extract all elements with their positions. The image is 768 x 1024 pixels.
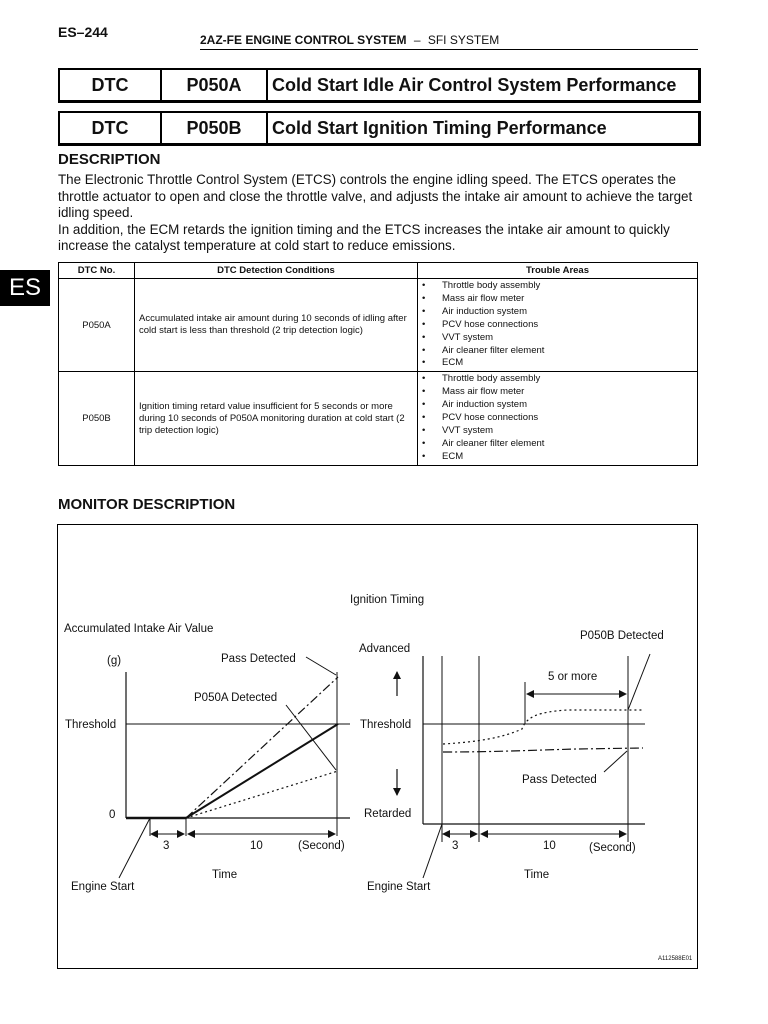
pass-leader	[604, 751, 627, 772]
p050b-leader	[628, 654, 650, 710]
p050b-timing-curve	[443, 710, 643, 744]
column-header: Trouble Areas	[418, 263, 698, 279]
pass-detected-label: Pass Detected	[221, 653, 296, 665]
trouble-areas-list	[422, 373, 693, 463]
right-pass-detected-label: Pass Detected	[522, 774, 597, 786]
list-item: • PCV hose connections	[422, 319, 693, 332]
figure-id: A112588E01	[658, 956, 693, 962]
column-header: DTC Detection Conditions	[135, 263, 418, 279]
right-chart-title: Ignition Timing	[350, 594, 425, 606]
dtc-label: DTC	[60, 70, 162, 100]
dtc-title: Cold Start Idle Air Control System Performance	[272, 74, 677, 95]
running-header	[200, 33, 499, 47]
trouble-areas-list	[422, 280, 693, 370]
dimension-10-label: 10	[250, 840, 263, 852]
header-system: 2AZ-FE ENGINE CONTROL SYSTEM	[200, 33, 407, 47]
dimension-3-label: 3	[163, 840, 170, 852]
dimension-unit-label: (Second)	[298, 840, 345, 852]
header-subsystem: SFI SYSTEM	[427, 33, 500, 47]
engine-start-leader	[423, 824, 442, 878]
list-item: • Throttle body assembly	[422, 373, 693, 386]
header-separator: –	[413, 33, 421, 47]
p050a-detected-label: P050A Detected	[194, 692, 278, 704]
dtc-code: P050A	[162, 70, 268, 100]
engine-start-label: Engine Start	[71, 881, 135, 893]
detection-condition-cell: Ignition timing retard value insufficient for 5 seconds or more during 10 seconds of P050A monitoring duration at cold start (2 trip detection logic)	[135, 372, 418, 465]
table-row	[59, 279, 698, 372]
dimension-10-label: 10	[543, 840, 556, 852]
list-item: • PCV hose connections	[422, 412, 693, 425]
dtc-code-cell: P050A	[59, 279, 135, 372]
list-item: • VVT system	[422, 425, 693, 438]
description-paragraph: The Electronic Throttle Control System (ETCS) controls the engine idling speed. The ETCS operates the throttle actuator to open and close the throttle valve, and adjusts the intake air amount to achieve the target idling speed.	[58, 172, 693, 221]
detection-condition-cell: Accumulated intake air amount during 10 seconds of idling after cold start is less than threshold (2 trip detection logic)	[135, 279, 418, 372]
dtc-title-row-p050b	[58, 111, 701, 146]
advanced-label: Advanced	[359, 643, 411, 655]
p050a-leader	[286, 705, 336, 770]
left-zero-label: 0	[109, 809, 116, 821]
list-item: • Air cleaner filter element	[422, 345, 693, 358]
right-chart	[350, 594, 664, 893]
left-threshold-label: Threshold	[65, 719, 117, 731]
list-item: • Air induction system	[422, 399, 693, 412]
list-item: • ECM	[422, 357, 693, 370]
monitor-description-heading: MONITOR DESCRIPTION	[58, 496, 236, 513]
engine-start-leader	[119, 818, 150, 878]
description-paragraph: In addition, the ECM retards the ignition timing and the ETCS increases the intake air amount to quickly increase the catalyst temperature at cold start to reduce emissions.	[58, 221, 670, 254]
left-chart	[64, 623, 350, 893]
list-item: • Mass air flow meter	[422, 386, 693, 399]
list-item: • Air induction system	[422, 306, 693, 319]
trouble-areas-cell	[418, 279, 698, 372]
left-chart-title: Accumulated Intake Air Value	[64, 623, 214, 635]
threshold-curve	[186, 724, 338, 818]
page-number: ES–244	[58, 24, 108, 40]
time-label: Time	[524, 869, 550, 881]
p050b-detected-label: P050B Detected	[580, 630, 664, 642]
time-label: Time	[212, 869, 238, 881]
engine-start-label: Engine Start	[367, 881, 431, 893]
list-item: • VVT system	[422, 332, 693, 345]
pass-leader	[306, 657, 336, 675]
right-threshold-label: Threshold	[360, 719, 412, 731]
dtc-label: DTC	[60, 113, 162, 143]
header-rule	[200, 49, 698, 50]
description-heading: DESCRIPTION	[58, 151, 161, 168]
pass-timing-curve	[443, 748, 643, 752]
dtc-title: Cold Start Ignition Timing Performance	[272, 117, 607, 138]
section-tab: ES	[0, 270, 50, 306]
fail-curve	[186, 771, 338, 818]
monitor-diagram	[57, 524, 698, 969]
table-row	[59, 372, 698, 465]
retarded-label: Retarded	[364, 808, 412, 820]
dtc-title-row-p050a	[58, 68, 701, 103]
dimension-3-label: 3	[452, 840, 459, 852]
left-chart-unit: (g)	[107, 655, 122, 667]
dimension-unit-label: (Second)	[589, 842, 636, 854]
duration-label: 5 or more	[548, 671, 598, 683]
list-item: • ECM	[422, 451, 693, 464]
table-header-row	[59, 263, 698, 279]
column-header: DTC No.	[59, 263, 135, 279]
list-item: • Throttle body assembly	[422, 280, 693, 293]
dtc-code-cell: P050B	[59, 372, 135, 465]
dtc-code: P050B	[162, 113, 268, 143]
list-item: • Air cleaner filter element	[422, 438, 693, 451]
trouble-areas-cell	[418, 372, 698, 465]
description-body	[58, 172, 700, 255]
list-item: • Mass air flow meter	[422, 293, 693, 306]
dtc-table	[58, 262, 698, 466]
